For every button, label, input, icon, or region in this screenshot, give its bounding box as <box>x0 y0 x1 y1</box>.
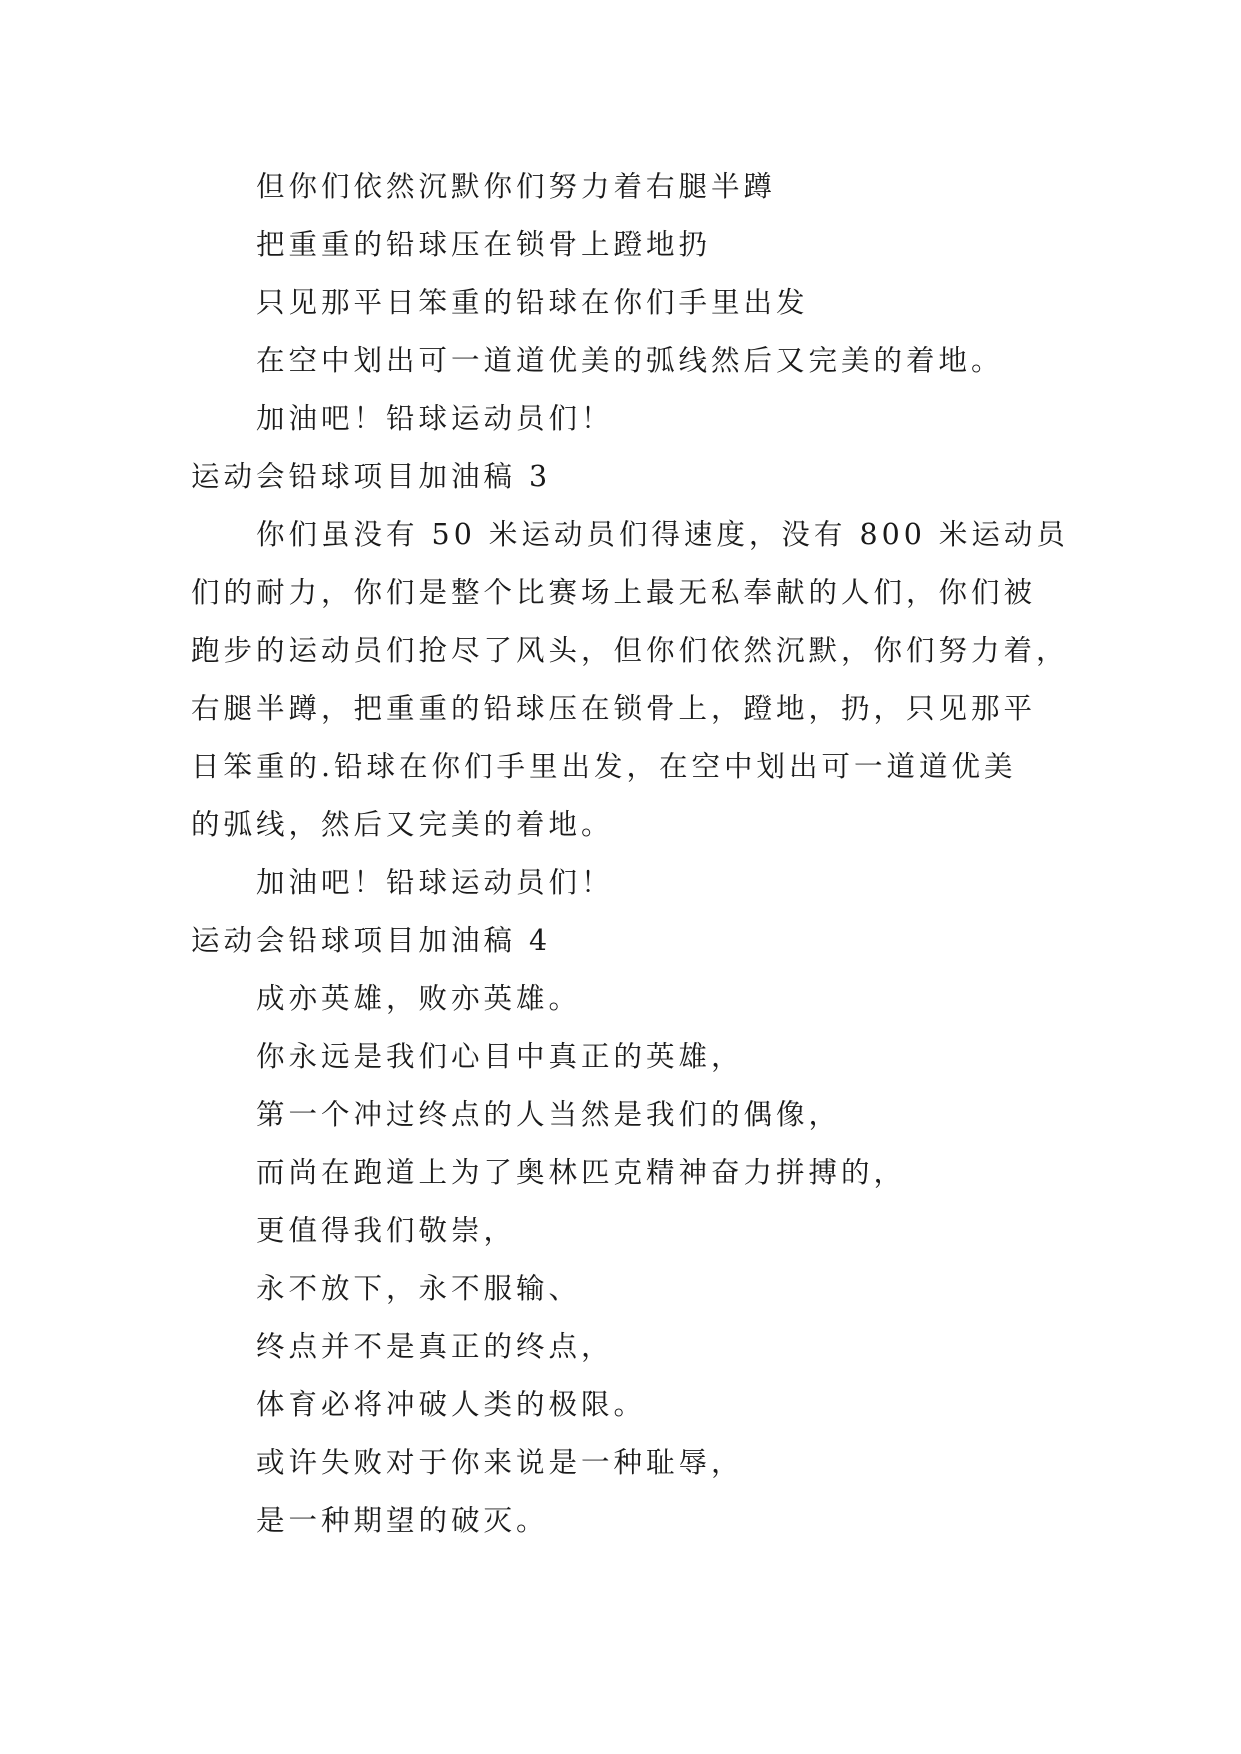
poem-line: 只见那平日笨重的铅球在你们手里出发 <box>256 286 809 319</box>
paragraph-line: 跑步的运动员们抢尽了风头，但你们依然沉默，你们努力着， <box>191 634 1069 667</box>
paragraph-line: 日笨重的.铅球在你们手里出发，在空中划出可一道道优美 <box>191 750 1017 783</box>
section-heading: 运动会铅球项目加油稿 3 <box>191 460 552 493</box>
paragraph-line: 右腿半蹲，把重重的铅球压在锁骨上，蹬地，扔，只见那平 <box>191 692 1037 725</box>
poem-line: 永不放下，永不服输、 <box>256 1272 582 1305</box>
poem-line: 加油吧！铅球运动员们！ <box>256 402 614 435</box>
poem-line: 成亦英雄，败亦英雄。 <box>256 982 582 1015</box>
poem-line: 而尚在跑道上为了奥林匹克精神奋力拼搏的， <box>256 1156 907 1189</box>
poem-line: 但你们依然沉默你们努力着右腿半蹲 <box>256 170 777 203</box>
poem-line: 把重重的铅球压在锁骨上蹬地扔 <box>256 228 712 261</box>
poem-line: 终点并不是真正的终点， <box>256 1330 614 1363</box>
paragraph-line: 们的耐力，你们是整个比赛场上最无私奉献的人们，你们被 <box>191 576 1037 609</box>
poem-line: 体育必将冲破人类的极限。 <box>256 1388 647 1421</box>
poem-line: 你永远是我们心目中真正的英雄， <box>256 1040 744 1073</box>
document-body <box>191 158 1069 1550</box>
poem-line: 或许失败对于你来说是一种耻辱， <box>256 1446 744 1479</box>
section-heading: 运动会铅球项目加油稿 4 <box>191 924 552 957</box>
closing-line: 加油吧！铅球运动员们！ <box>256 866 614 899</box>
poem-line: 第一个冲过终点的人当然是我们的偶像， <box>256 1098 842 1131</box>
poem-line: 是一种期望的破灭。 <box>256 1504 549 1537</box>
paragraph-line: 你们虽没有 50 米运动员们得速度，没有 800 米运动员 <box>256 518 1069 551</box>
poem-line: 在空中划出可一道道优美的弧线然后又完美的着地。 <box>256 344 1004 377</box>
poem-line: 更值得我们敬崇， <box>256 1214 517 1247</box>
paragraph-line: 的弧线，然后又完美的着地。 <box>191 808 614 841</box>
